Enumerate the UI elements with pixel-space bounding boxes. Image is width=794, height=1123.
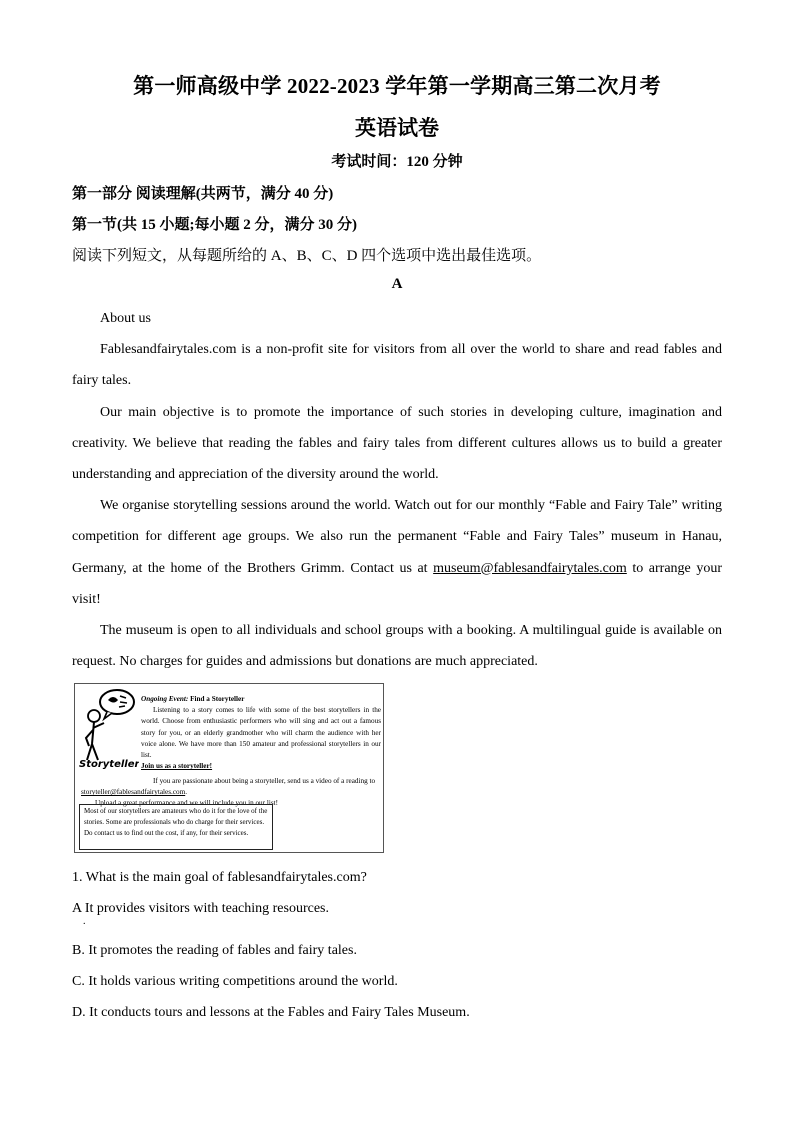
storyteller-logo-text: Storyteller	[79, 759, 139, 770]
ad-join-body	[81, 776, 381, 798]
passage-heading: About us	[100, 311, 151, 326]
museum-email-link[interactable]: museum@fablesandfairytales.com	[433, 560, 627, 576]
ad-join-end: .	[185, 788, 188, 797]
paragraph-3-tail: to arrange your visit!	[72, 560, 722, 607]
option-a-dot: .	[83, 916, 86, 927]
ad-event-heading	[141, 694, 381, 705]
passage-letter: A	[391, 276, 403, 292]
directions: 阅读下列短文，从每题所给的 A、B、C、D 四个选项中选出最佳选项。	[72, 248, 542, 264]
storyteller-email-link[interactable]: storyteller@fablesandfairytales.com	[81, 788, 186, 797]
exam-time: 考试时间：120 分钟	[331, 154, 463, 170]
question-stem: 1. What is the main goal of fablesandfairytales.com?	[72, 870, 367, 885]
passage-paragraph-1: Fablesandfairytales.com is a non-profit site for visitors from all over the world to share and read fables and fairy tales.	[72, 342, 722, 389]
storyteller-illustration-icon	[77, 686, 139, 786]
passage-paragraph-4: The museum is open to all individuals and school groups with a booking. A multilingual guide is available on request. No charges for guides and admissions but donations are much appreciated.	[72, 623, 722, 670]
paragraph-3-text: We organise storytelling sessions around the world. Watch out for our monthly “Fable and Fairy Tale” writing competition for different age groups. We also run the permanent “Fable and Fairy Tales” museum in Hanau, Germany, at the home of the Brothers Grimm. Contact us at	[72, 498, 722, 576]
exam-subtitle: 英语试卷	[355, 116, 439, 140]
exam-title: 第一师高级中学 2022-2023 学年第一学期高三第二次月考	[133, 74, 661, 98]
passage-paragraph-2: Our main objective is to promote the importance of such stories in developing culture, imagination and creativity. We believe that reading the fables and fairy tales from different cultures allows us to build a greater understanding and appreciation of the diversity around the world.	[72, 404, 722, 483]
ad-event-text	[141, 694, 381, 772]
option-a[interactable]: A It provides visitors with teaching resources.	[72, 901, 330, 916]
ad-event-label: Ongoing Event:	[141, 695, 189, 703]
passage-paragraph-3	[72, 490, 722, 615]
option-b[interactable]: B. It promotes the reading of fables and fairy tales.	[72, 943, 357, 958]
option-c[interactable]: C. It holds various writing competitions around the world.	[72, 974, 398, 989]
ad-upload-line: Upload a great performance and we will include you in our list!	[95, 799, 279, 808]
option-d[interactable]: D. It conducts tours and lessons at the Fables and Fairy Tales Museum.	[72, 1005, 470, 1020]
ad-join-text: If you are passionate about being a storyteller, send us a video of a reading to	[153, 777, 376, 785]
ad-event-title: Find a Storyteller	[190, 695, 245, 703]
ad-event-body: Listening to a story comes to life with some of the best storytellers in the world. Choose from enthusiastic performers who will sing and act out a famous story for you, or an elderly grandmother who will charm the audience with her voice alone. We have more than 150 amateur and professional storytellers in our list.	[141, 706, 381, 760]
ad-note-box: Most of our storytellers are amateurs who do it for the love of the stories. Some are professionals who do charge for their services. Do contact us to find out the cost, if any, for their services.	[79, 804, 273, 850]
storyteller-ad	[74, 683, 384, 853]
part-heading: 第一部分 阅读理解(共两节，满分 40 分)	[72, 186, 334, 202]
ad-join-title: Join us as a storyteller!	[141, 762, 213, 771]
passage-article	[72, 303, 722, 677]
section-heading: 第一节(共 15 小题;每小题 2 分，满分 30 分)	[72, 217, 357, 233]
